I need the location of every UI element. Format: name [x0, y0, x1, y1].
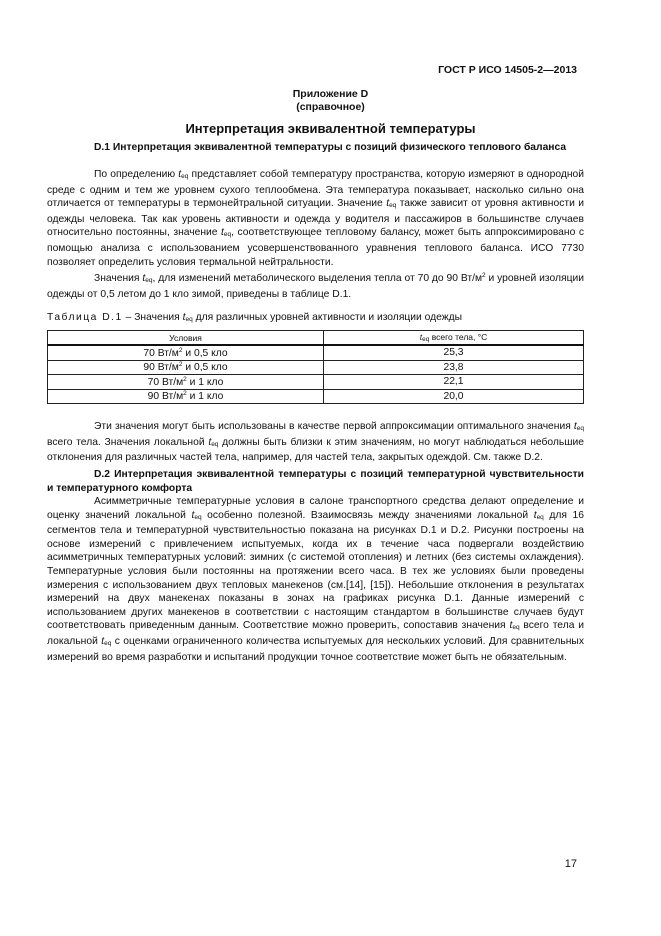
main-title: Интерпретация эквивалентной температуры: [185, 121, 476, 136]
page-number: 17: [564, 858, 577, 870]
section-d1-paragraph-2: Значения $t_{eq}$, для изменений метаболического выделения тепла от 70 до 90 $Вт/м^2$ и уровней изоляции одежды от 0,5 летом до 1 кло зимой, приведены в таблице D.1.: [47, 272, 584, 300]
cell-condition: 90 $Вт/м^2$ и 1 кло: [48, 389, 324, 404]
document-id: ГОСТ Р ИСО 14505-2—2013: [438, 64, 577, 76]
table-caption-text: – Значения $t_{eq}$ для различных уровней активности и изоляции одежды: [122, 312, 463, 323]
cell-value: 23,8: [324, 360, 584, 375]
cell-value: 25,3: [324, 345, 584, 360]
annex-subtitle: (справочное): [296, 101, 365, 113]
table-row: [48, 375, 584, 390]
cell-value: 22,1: [324, 375, 584, 390]
cell-condition: 70 $Вт/м^2$ и 1 кло: [48, 375, 324, 390]
table-caption-label: Таблица D.1: [47, 312, 123, 323]
annex-title: Приложение D: [292, 88, 369, 100]
table-row: [48, 360, 584, 375]
section-d1-paragraph-1: По определению $t_{eq}$ представляет собой температуру пространства, которую измеряют в однородной среде с одним и тем же уровнем сухого теплообмена. Эта температура показывает, насколько сильно она отличается от температуры в термонейтральной ситуации. Значение $t_{eq}$ также зависит от уровня активности и одежды человека. Так как уровень активности и одежда у водителя и пассажиров в большинстве случаев относительно постоянны, значение $t_{eq}$, соответствующее тепловому балансу, может быть аппроксимировано с помощью анализа с использованием усовершенствованного уравнения теплового баланса. ИСО 7730 позволяет определить условия термальной нейтральности.: [47, 169, 584, 268]
cell-condition: 70 $Вт/м^2$ и 0,5 кло: [48, 345, 324, 360]
col-header-teq: $t_{eq}$ всего тела, °C: [324, 331, 584, 346]
col-header-conditions: Условия: [48, 331, 324, 346]
cell-value: 20,0: [324, 389, 584, 404]
data-table: [47, 330, 584, 404]
section-d2-paragraph-1: Асимметричные температурные условия в салоне транспортного средства делают определение и оценку значений локальной $t_{eq}$ особенно полезной. Взаимосвязь между значениями локальной $t_{eq}$ для 16 сегментов тела и температурной чувствительностью показана на рисунках D.1 и D.2. Рисунки построены на основе измерений с привлечением испытуемых, когда их в течение часа подвергали воздействию асимметричных температурных условий: зимних (с системой отопления) и летних (без системы охлаждения). Температурные условия были постоянны на протяжении всего часа. В тех же условиях были проведены измерения с использованием двух тепловых манекенов (см.[14], [15]). Небольшие отклонения в результатах измерений на двух манекенах показаны в зонах на графиках рисунка D.1. Данные измерений с использованием других манекенов в соответствии с настоящим стандартом в большинстве случаев будут соответствовать приведенным данным. Соответствие можно проверить, сопоставив значения $t_{eq}$ всего тела и локальной $t_{eq}$ с оценками ограниченного количества испытуемых для нескольких условий. Для сравнительных измерений во время разработки и испытаний продукции точное соответствие может быть не обязательным.: [47, 496, 584, 663]
after-table-paragraph: Эти значения могут быть использованы в качестве первой аппроксимации оптимального значения $t_{eq}$ всего тела. Значения локальной $t_{eq}$ должны быть близки к этим значениям, но могут наблюдаться небольшие отклонения для различных частей тела, например, для частей тела, закрытых одеждой. См. также D.2.: [47, 421, 585, 464]
table-row: [48, 345, 584, 360]
table-row: [48, 389, 584, 404]
section-d2-heading: D.2 Интерпретация эквивалентной температуры с позиций температурной чувствительности и температурного комфорта: [47, 469, 584, 494]
cell-condition: 90 $Вт/м^2$ и 0,5 кло: [48, 360, 324, 375]
table-caption: [47, 312, 607, 323]
section-d1-heading: D.1 Интерпретация эквивалентной температуры с позиций физического теплового баланса: [94, 142, 567, 153]
table-header-row: [48, 331, 584, 346]
